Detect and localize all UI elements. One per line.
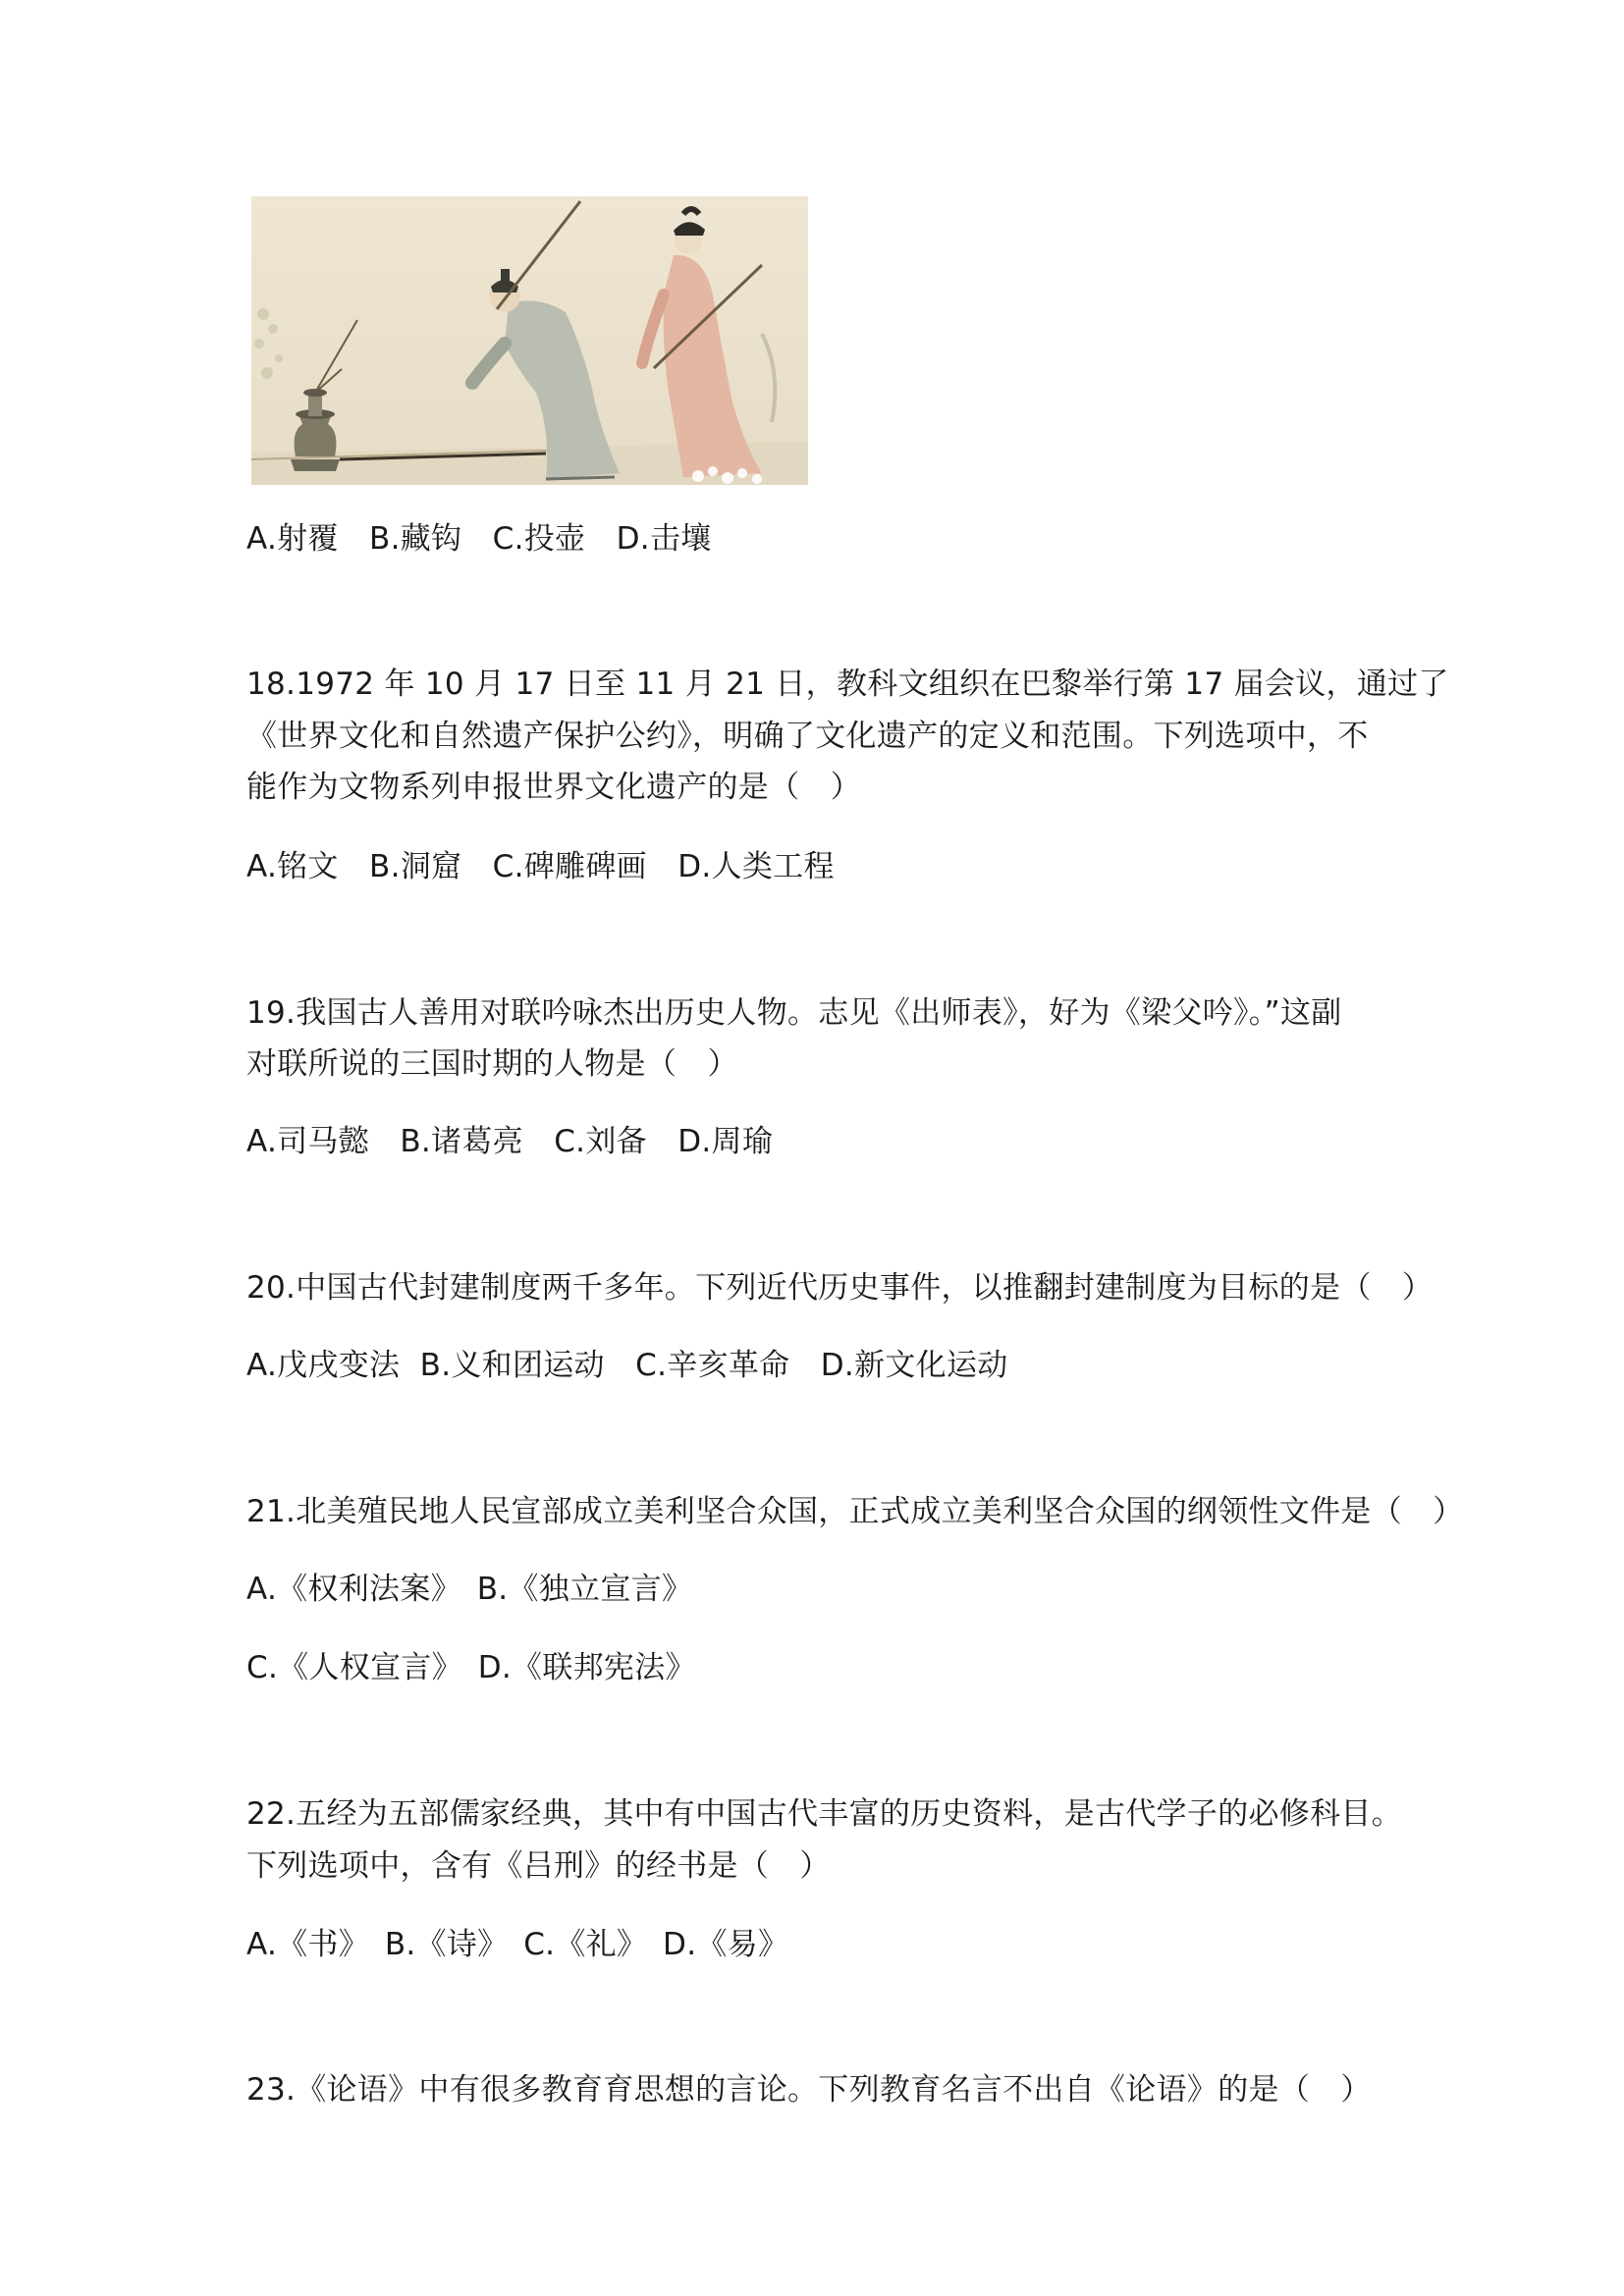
q23-stem-line-1: 23.《论语》中有很多教育育思想的言论。下列教育名言不出自《论语》的是（ ） (246, 2072, 1372, 2108)
q18-options: A.铭文 B.洞窟 C.碑雕碑画 D.人类工程 (246, 849, 835, 884)
q19-stem-line-1: 19.我国古人善用对联吟咏杰出历史人物。志见《出师表》，好为《梁父吟》。”这副 (246, 995, 1342, 1031)
q17-options: A.射覆 B.藏钩 C.投壶 D.击壤 (246, 521, 712, 557)
q20-options: A.戊戌变法 B.义和团运动 C.辛亥革命 D.新文化运动 (246, 1348, 1008, 1383)
q21-options-line-1: A.《权利法案》 B.《独立宣言》 (246, 1572, 693, 1607)
touhu-painting-image (251, 196, 808, 485)
q22-stem-line-2: 下列选项中，含有《吕刑》的经书是（ ） (246, 1848, 831, 1884)
q18-stem-line-2: 《世界文化和自然遗产保护公约》，明确了文化遗产的定义和范围。下列选项中，不 (246, 719, 1369, 754)
q21-stem-line-1: 21.北美殖民地人民宣部成立美利坚合众国，正式成立美利坚合众国的纲领性文件是（ ） (246, 1494, 1464, 1529)
q19-options: A.司马懿 B.诸葛亮 C.刘备 D.周瑜 (246, 1124, 774, 1159)
q20-stem-line-1: 20.中国古代封建制度两千多年。下列近代历史事件，以推翻封建制度为目标的是（ ） (246, 1270, 1434, 1306)
q22-stem-line-1: 22.五经为五部儒家经典，其中有中国古代丰富的历史资料，是古代学子的必修科目。 (246, 1796, 1402, 1832)
q22-options: A.《书》 B.《诗》 C.《礼》 D.《易》 (246, 1927, 789, 1962)
q18-stem-line-3: 能作为文物系列申报世界文化遗产的是（ ） (246, 770, 861, 805)
q21-options-line-2: C.《人权宣言》 D.《联邦宪法》 (246, 1650, 696, 1685)
q19-stem-line-2: 对联所说的三国时期的人物是（ ） (246, 1046, 738, 1082)
q18-stem-line-1: 18.1972 年 10 月 17 日至 11 月 21 日，教科文组织在巴黎举行第 17 届会议，通过了 (246, 667, 1449, 702)
